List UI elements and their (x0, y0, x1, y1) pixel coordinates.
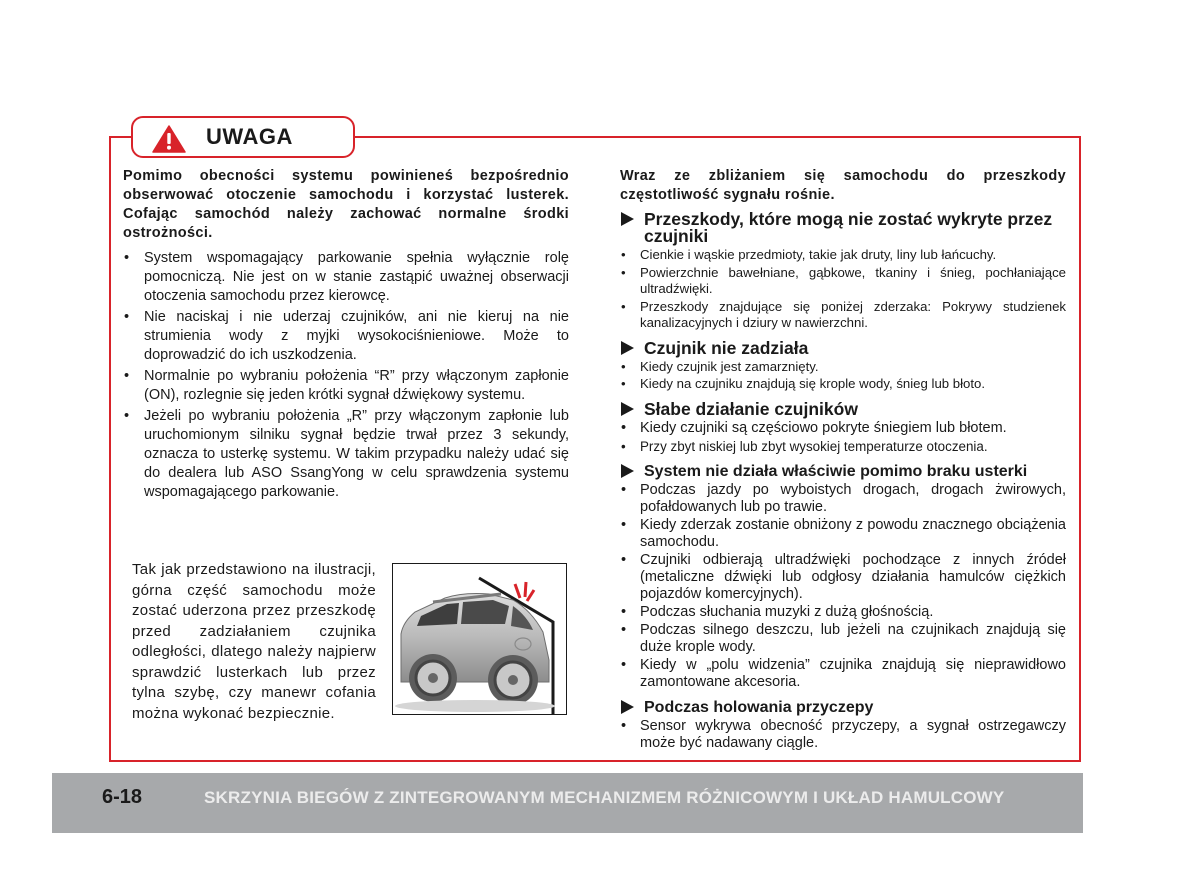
section-heading: Podczas holowania przyczepy (620, 699, 1066, 716)
list-item: • Czujniki odbierają ultradźwięki pochodzące z innych źródeł (metaliczne dźwięki lub odgłosy działania hamulców ciężkich pojazdów komercyjnych). (620, 552, 1066, 603)
section-heading: System nie działa właściwie pomimo braku usterki (620, 463, 1066, 480)
list-item: • Kiedy czujniki są częściowo pokryte śniegiem lub błotem. (620, 420, 1066, 437)
left-bullet-list (123, 249, 569, 502)
right-intro: Wraz ze zbliżaniem się samochodu do przeszkody częstotliwość sygnału rośnie. (620, 168, 1066, 203)
list-item: • Kiedy czujnik jest zamarznięty. (620, 359, 1066, 376)
arrow-right-icon (621, 212, 634, 226)
list-item: • Kiedy zderzak zostanie obniżony z powodu znacznego obciążenia samochodu. (620, 517, 1066, 551)
arrow-right-icon (621, 402, 634, 416)
left-column (123, 167, 569, 504)
section-list (620, 482, 1066, 691)
list-item: • Powierzchnie bawełniane, gąbkowe, tkaniny i śnieg, pochłaniające ultradźwięki. (620, 265, 1066, 298)
list-item: • Kiedy na czujniku znajdują się krople wody, śnieg lub błoto. (620, 376, 1066, 393)
list-item: • System wspomagający parkowanie spełnia wyłącznie rolę pomocniczą. Nie jest on w stanie zastąpić uważnej obserwacji otoczenia samochodu przez kierowcę. (123, 249, 569, 306)
page-footer (52, 773, 1083, 833)
arrow-right-icon (621, 464, 634, 478)
section-list (620, 247, 1066, 332)
section-heading: Przeszkody, które mogą nie zostać wykryte przez czujniki (620, 211, 1066, 245)
list-item: • Nie naciskaj i nie uderzaj czujników, ani nie kieruj na nie strumienia wody z myjki wysokociśnieniowe. Może to doprowadzić do ich uszkodzenia. (123, 308, 569, 365)
right-column (620, 167, 1066, 753)
illustration-caption: Tak jak przedstawiono na ilustracji, górna część samochodu może zostać uderzona przez przeszkodę przed zadziałaniem czujnika odległości, dlatego należy najpierw sprawdzić lusterkach lub przez tylna szybę, czy manewr cofania można wykonać bezpiecznie. (132, 561, 376, 722)
list-item: • Kiedy w „polu widzenia” czujnika znajdują się nieprawidłowo zamontowane akcesoria. (620, 657, 1066, 691)
list-item: • Cienkie i wąskie przedmioty, takie jak druty, liny lub łańcuchy. (620, 247, 1066, 264)
page-number: 6-18 (102, 786, 143, 808)
left-intro: Pomimo obecności systemu powinieneś bezpośrednio obserwować otoczenie samochodu i korzystać lusterek. Cofając samochód należy zachować normalne środki ostrożności. (123, 168, 569, 241)
section-heading: Słabe działanie czujników (620, 401, 1066, 418)
list-item: • Podczas jazdy po wyboistych drogach, drogach żwirowych, pofałdowanych lub po trawie. (620, 482, 1066, 516)
list-item: • Przeszkody znajdujące się poniżej zderzaka: Pokrywy studzienek kanalizacyjnych i dziury w nawierzchni. (620, 299, 1066, 332)
section-list (620, 359, 1066, 393)
list-item: • Normalnie po wybraniu położenia “R” przy włączonym zapłonie (ON), rozlegnie się jeden krótki sygnał dźwiękowy systemu. (123, 367, 569, 405)
warning-header (131, 116, 355, 158)
section-list (620, 420, 1066, 455)
arrow-right-icon (621, 341, 634, 355)
section-list (620, 718, 1066, 752)
warning-title: UWAGA (206, 124, 293, 149)
car-rear-illustration (393, 564, 567, 715)
car-illustration (392, 563, 567, 715)
chapter-title: SKRZYNIA BIEGÓW Z ZINTEGROWANYM MECHANIZMEM RÓŻNICOWYM I UKŁAD HAMULCOWY (204, 788, 1005, 807)
arrow-right-icon (621, 700, 634, 714)
list-item: • Sensor wykrywa obecność przyczepy, a sygnał ostrzegawczy może być nadawany ciągle. (620, 718, 1066, 752)
list-item: • Podczas słuchania muzyki z dużą głośnością. (620, 604, 1066, 621)
section-heading: Czujnik nie zadziała (620, 340, 1066, 357)
list-item: • Jeżeli po wybraniu położenia „R” przy włączonym zapłonie lub uruchomionym silniku sygnał będzie trwał przez 3 sekundy, oznacza to usterkę systemu. W takim przypadku należy udać się do dealera lub ASO SsangYong w celu sprawdzenia systemu wspomagającego parkowanie. (123, 407, 569, 502)
list-item: • Przy zbyt niskiej lub zbyt wysokiej temperaturze otoczenia. (620, 438, 1066, 455)
list-item: • Podczas silnego deszczu, lub jeżeli na czujnikach znajdują się duże krople wody. (620, 622, 1066, 656)
warning-triangle-icon (152, 125, 186, 153)
